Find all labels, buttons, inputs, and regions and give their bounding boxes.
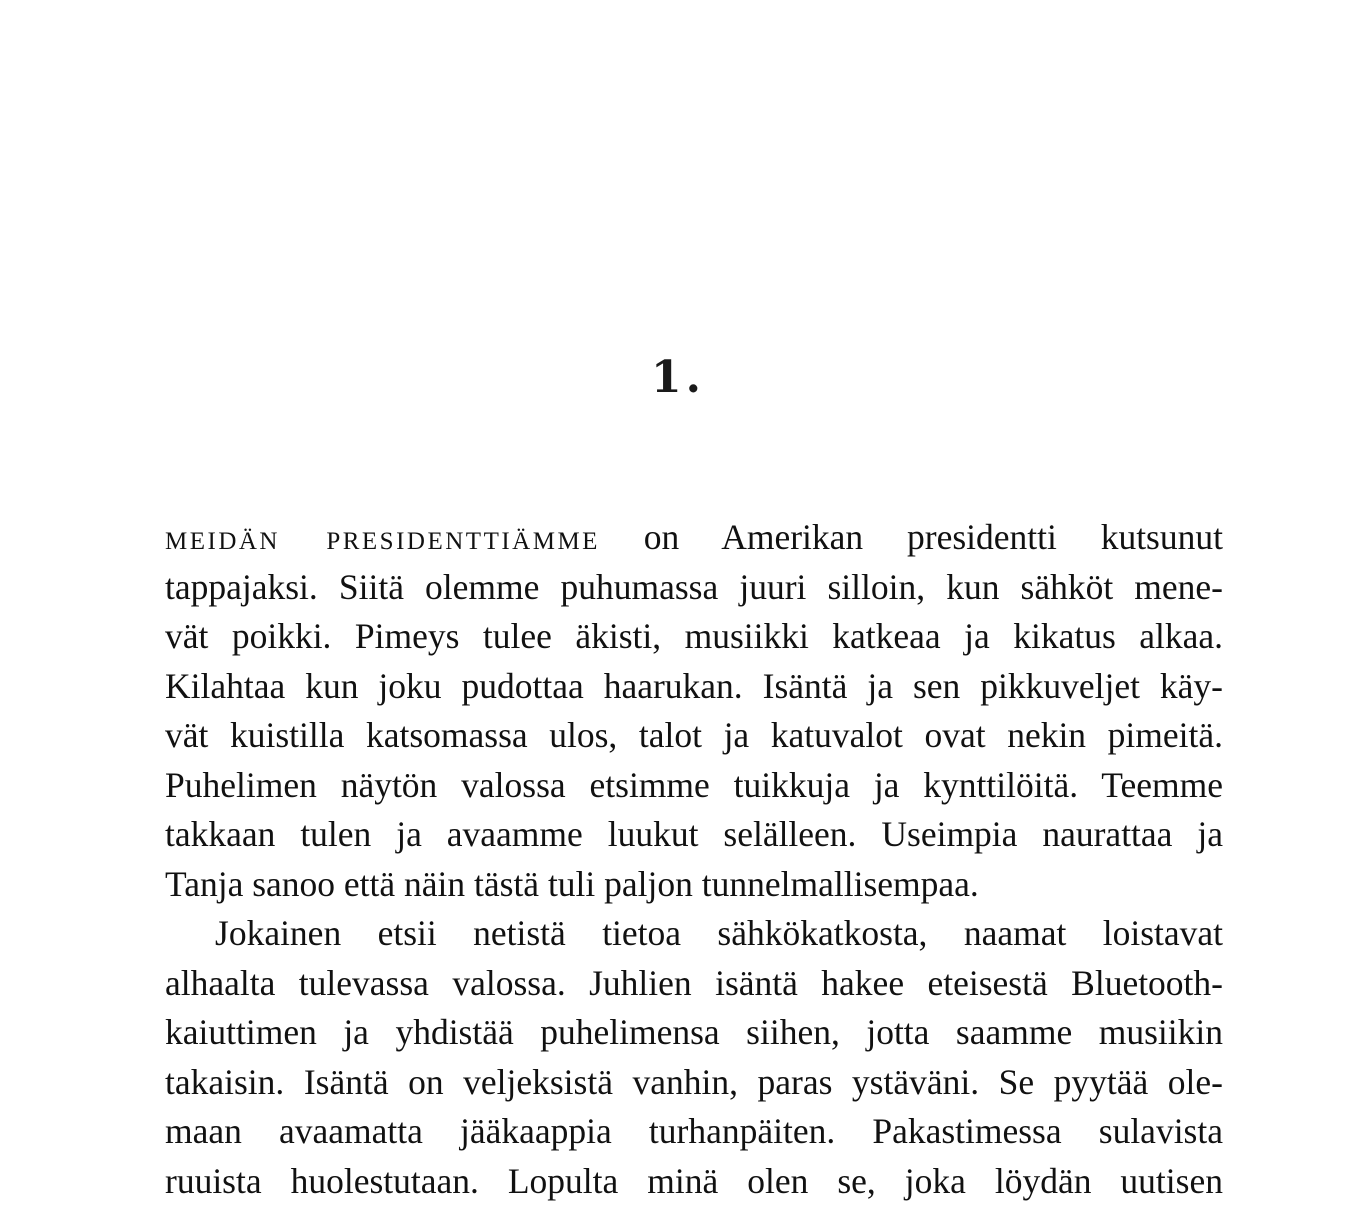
text-line: Jokainen etsii netistä tietoa sähkökatkosta, naamat loistavat — [215, 913, 1223, 953]
text-line: ruuista huolestutaan. Lopulta minä olen se, joka löydän uutisen — [165, 1160, 1223, 1201]
text-line: takkaan tulen ja avaamme luukut selälleen. Useimpia naurattaa ja — [165, 814, 1223, 854]
text-line: Kilahtaa kun joku pudottaa haarukan. Isäntä ja sen pikkuveljet käy- — [165, 665, 1223, 706]
text-line: takaisin. Isäntä on veljeksistä vanhin, paras ystäväni. Se pyytää ole- — [165, 1061, 1223, 1102]
text-line: kaiuttimen ja yhdistää puhelimensa siihen, jotta saamme musiikin — [165, 1012, 1223, 1052]
text-line — [165, 513, 1223, 563]
text-line-content: on Amerikan presidentti kutsunut — [599, 517, 1223, 557]
chapter-number: 1. — [651, 352, 705, 403]
chapter-body — [165, 513, 1223, 1206]
text-line: alhaalta tulevassa valossa. Juhlien isäntä hakee eteisestä Bluetooth- — [165, 962, 1223, 1003]
text-line: Tanja sanoo että näin tästä tuli paljon tunnelmallisempaa. — [165, 863, 979, 904]
text-line: vät poikki. Pimeys tulee äkisti, musiikki katkeaa ja kikatus alkaa. — [165, 616, 1223, 656]
opening-small-caps: meidän presidenttiämme — [165, 517, 600, 557]
paragraph-1 — [165, 513, 1223, 909]
paragraph-2 — [165, 909, 1223, 1206]
text-line: vät kuistilla katsomassa ulos, talot ja katuvalot ovat nekin pimeitä. — [165, 715, 1223, 755]
text-line: tappajaksi. Siitä olemme puhumassa juuri silloin, kun sähköt mene- — [165, 566, 1223, 607]
text-line: Puhelimen näytön valossa etsimme tuikkuja ja kynttilöitä. Teemme — [165, 764, 1223, 805]
text-line: maan avaamatta jääkaappia turhanpäiten. Pakastimessa sulavista — [165, 1111, 1223, 1151]
